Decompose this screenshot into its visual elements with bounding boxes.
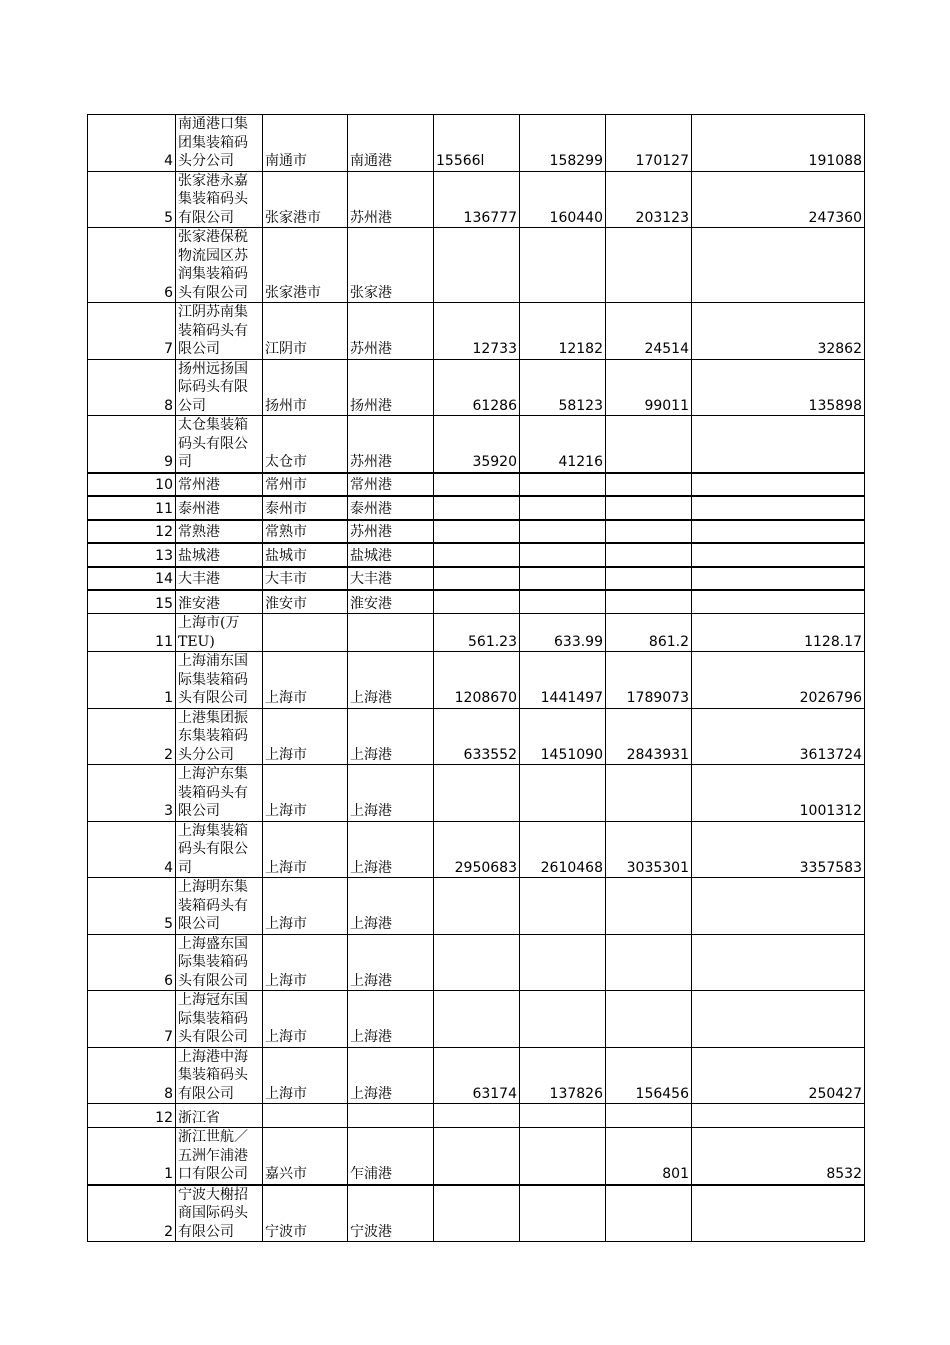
city-cell: 太仓市 [263,416,348,473]
value-year-1-cell: 136777 [434,171,520,228]
port-cell: 上海港 [348,821,434,878]
terminal-name-cell: 淮安港 [176,590,263,614]
port-cell: 乍浦港 [348,1128,434,1185]
value-year-1-cell [434,473,520,496]
value-year-3-cell [606,496,692,520]
value-year-2-cell [520,496,606,520]
terminal-name-cell: 上海明东集装箱码头有限公司 [176,878,263,935]
value-year-4-cell: 8532 [692,1128,865,1185]
value-year-3-cell [606,934,692,991]
city-cell: 泰州市 [263,496,348,520]
port-cell: 大丰港 [348,567,434,590]
city-cell: 上海市 [263,652,348,709]
value-year-3-cell: 24514 [606,303,692,360]
value-year-4-cell: 1128.17 [692,614,865,652]
value-year-3-cell: 861.2 [606,614,692,652]
value-year-3-cell [606,1185,692,1242]
table-row [88,878,865,935]
table-row [88,614,865,652]
value-year-2-cell: 1451090 [520,708,606,765]
terminal-name-cell: 浙江省 [176,1104,263,1128]
city-cell: 嘉兴市 [263,1128,348,1185]
value-year-3-cell: 1789073 [606,652,692,709]
value-year-2-cell [520,473,606,496]
table-row [88,1185,865,1242]
row-number-cell: 6 [88,934,176,991]
value-year-1-cell [434,765,520,822]
port-cell: 宁波港 [348,1185,434,1242]
value-year-3-cell [606,473,692,496]
city-cell: 上海市 [263,934,348,991]
city-cell: 江阴市 [263,303,348,360]
terminal-name-cell: 江阴苏南集装箱码头有限公司 [176,303,263,360]
value-year-2-cell [520,1104,606,1128]
table-body [88,115,865,1242]
value-year-4-cell: 2026796 [692,652,865,709]
value-year-3-cell [606,878,692,935]
value-year-1-cell: 35920 [434,416,520,473]
value-year-4-cell [692,567,865,590]
row-number-cell: 8 [88,1047,176,1104]
city-cell: 宁波市 [263,1185,348,1242]
table-row [88,652,865,709]
value-year-2-cell: 160440 [520,171,606,228]
value-year-4-cell: 247360 [692,171,865,228]
value-year-1-cell: 61286 [434,359,520,416]
value-year-3-cell [606,765,692,822]
city-cell: 盐城市 [263,543,348,567]
terminal-name-cell: 常州港 [176,473,263,496]
row-number-cell: 4 [88,115,176,172]
value-year-4-cell: 32862 [692,303,865,360]
value-year-4-cell: 1001312 [692,765,865,822]
row-number-cell: 1 [88,652,176,709]
city-cell: 扬州市 [263,359,348,416]
value-year-4-cell [692,991,865,1048]
row-number-cell: 11 [88,496,176,520]
table-row [88,765,865,822]
value-year-4-cell [692,520,865,543]
city-cell: 上海市 [263,765,348,822]
value-year-1-cell [434,878,520,935]
port-throughput-table [87,114,865,1242]
value-year-1-cell [434,496,520,520]
city-cell: 上海市 [263,878,348,935]
table-row [88,934,865,991]
value-year-2-cell: 12182 [520,303,606,360]
table-row [88,520,865,543]
port-cell: 苏州港 [348,520,434,543]
row-number-cell: 10 [88,473,176,496]
value-year-2-cell [520,1185,606,1242]
terminal-name-cell: 上海市(万TEU) [176,614,263,652]
table-row [88,496,865,520]
value-year-1-cell: 15566l [434,115,520,172]
value-year-4-cell [692,878,865,935]
value-year-3-cell [606,520,692,543]
port-cell [348,614,434,652]
value-year-1-cell: 12733 [434,303,520,360]
table-row [88,115,865,172]
row-number-cell: 13 [88,543,176,567]
terminal-name-cell: 上港集团振东集装箱码头分公司 [176,708,263,765]
port-cell: 张家港 [348,228,434,303]
terminal-name-cell: 上海沪东集装箱码头有限公司 [176,765,263,822]
value-year-2-cell: 41216 [520,416,606,473]
table-row [88,171,865,228]
port-cell: 南通港 [348,115,434,172]
city-cell [263,1104,348,1128]
row-number-cell: 7 [88,303,176,360]
row-number-cell: 15 [88,590,176,614]
city-cell [263,614,348,652]
port-cell: 苏州港 [348,416,434,473]
port-cell: 盐城港 [348,543,434,567]
value-year-2-cell: 2610468 [520,821,606,878]
terminal-name-cell: 太仓集装箱码头有限公司 [176,416,263,473]
value-year-1-cell: 633552 [434,708,520,765]
value-year-3-cell: 2843931 [606,708,692,765]
value-year-2-cell [520,567,606,590]
value-year-3-cell [606,590,692,614]
city-cell: 常熟市 [263,520,348,543]
city-cell: 南通市 [263,115,348,172]
row-number-cell: 1 [88,1128,176,1185]
port-cell: 上海港 [348,934,434,991]
port-cell: 淮安港 [348,590,434,614]
terminal-name-cell: 上海盛东国际集装箱码头有限公司 [176,934,263,991]
row-number-cell: 5 [88,171,176,228]
value-year-3-cell [606,543,692,567]
value-year-4-cell: 3613724 [692,708,865,765]
table-row [88,590,865,614]
city-cell: 大丰市 [263,567,348,590]
terminal-name-cell: 常熟港 [176,520,263,543]
table-row [88,567,865,590]
city-cell: 上海市 [263,1047,348,1104]
port-cell [348,1104,434,1128]
row-number-cell: 6 [88,228,176,303]
value-year-4-cell: 135898 [692,359,865,416]
value-year-3-cell: 170127 [606,115,692,172]
value-year-1-cell [434,1185,520,1242]
table-row [88,1047,865,1104]
city-cell: 张家港市 [263,171,348,228]
port-cell: 泰州港 [348,496,434,520]
terminal-name-cell: 上海浦东国际集装箱码头有限公司 [176,652,263,709]
terminal-name-cell: 泰州港 [176,496,263,520]
row-number-cell: 2 [88,708,176,765]
terminal-name-cell: 上海港中海集装箱码头有限公司 [176,1047,263,1104]
row-number-cell: 8 [88,359,176,416]
table-row [88,359,865,416]
table-row [88,821,865,878]
table-row [88,1104,865,1128]
value-year-2-cell: 633.99 [520,614,606,652]
table-row [88,228,865,303]
value-year-1-cell [434,934,520,991]
value-year-3-cell [606,1104,692,1128]
value-year-2-cell [520,1128,606,1185]
table-row [88,303,865,360]
row-number-cell: 2 [88,1185,176,1242]
value-year-4-cell [692,934,865,991]
row-number-cell: 11 [88,614,176,652]
value-year-1-cell [434,1104,520,1128]
value-year-4-cell: 250427 [692,1047,865,1104]
port-cell: 上海港 [348,708,434,765]
value-year-4-cell [692,1185,865,1242]
value-year-2-cell [520,590,606,614]
value-year-3-cell [606,991,692,1048]
value-year-2-cell: 1441497 [520,652,606,709]
port-cell: 上海港 [348,765,434,822]
value-year-4-cell [692,416,865,473]
value-year-2-cell [520,765,606,822]
value-year-1-cell [434,228,520,303]
port-cell: 上海港 [348,991,434,1048]
value-year-1-cell: 2950683 [434,821,520,878]
value-year-2-cell: 158299 [520,115,606,172]
value-year-2-cell [520,228,606,303]
terminal-name-cell: 上海冠东国际集装箱码头有限公司 [176,991,263,1048]
row-number-cell: 12 [88,1104,176,1128]
value-year-4-cell: 191088 [692,115,865,172]
city-cell: 上海市 [263,821,348,878]
value-year-4-cell [692,496,865,520]
value-year-4-cell [692,228,865,303]
terminal-name-cell: 大丰港 [176,567,263,590]
table-row [88,708,865,765]
table-row [88,543,865,567]
port-cell: 上海港 [348,1047,434,1104]
row-number-cell: 5 [88,878,176,935]
value-year-1-cell [434,590,520,614]
row-number-cell: 4 [88,821,176,878]
value-year-1-cell [434,543,520,567]
row-number-cell: 12 [88,520,176,543]
value-year-3-cell: 156456 [606,1047,692,1104]
value-year-3-cell [606,416,692,473]
table-row [88,473,865,496]
port-cell: 扬州港 [348,359,434,416]
value-year-3-cell [606,567,692,590]
terminal-name-cell: 宁波大榭招商国际码头有限公司 [176,1185,263,1242]
value-year-3-cell: 99011 [606,359,692,416]
table-row [88,991,865,1048]
value-year-3-cell [606,228,692,303]
terminal-name-cell: 扬州远扬国际码头有限公司 [176,359,263,416]
city-cell: 淮安市 [263,590,348,614]
table-row [88,1128,865,1185]
port-cell: 上海港 [348,878,434,935]
terminal-name-cell: 盐城港 [176,543,263,567]
value-year-2-cell [520,520,606,543]
value-year-1-cell: 1208670 [434,652,520,709]
value-year-1-cell: 561.23 [434,614,520,652]
value-year-3-cell: 203123 [606,171,692,228]
value-year-1-cell [434,991,520,1048]
port-cell: 苏州港 [348,171,434,228]
row-number-cell: 9 [88,416,176,473]
value-year-4-cell: 3357583 [692,821,865,878]
port-cell: 上海港 [348,652,434,709]
row-number-cell: 3 [88,765,176,822]
value-year-4-cell [692,543,865,567]
value-year-2-cell [520,991,606,1048]
value-year-1-cell: 63174 [434,1047,520,1104]
city-cell: 常州市 [263,473,348,496]
terminal-name-cell: 浙江世航／五洲乍浦港口有限公司 [176,1128,263,1185]
terminal-name-cell: 张家港永嘉集装箱码头有限公司 [176,171,263,228]
value-year-1-cell [434,520,520,543]
terminal-name-cell: 上海集装箱码头有限公司 [176,821,263,878]
table-row [88,416,865,473]
value-year-2-cell: 58123 [520,359,606,416]
value-year-2-cell [520,543,606,567]
value-year-1-cell [434,1128,520,1185]
value-year-3-cell: 3035301 [606,821,692,878]
value-year-2-cell: 137826 [520,1047,606,1104]
value-year-4-cell [692,473,865,496]
row-number-cell: 7 [88,991,176,1048]
value-year-1-cell [434,567,520,590]
value-year-2-cell [520,934,606,991]
port-cell: 苏州港 [348,303,434,360]
port-cell: 常州港 [348,473,434,496]
city-cell: 上海市 [263,708,348,765]
value-year-4-cell [692,1104,865,1128]
city-cell: 上海市 [263,991,348,1048]
row-number-cell: 14 [88,567,176,590]
terminal-name-cell: 南通港口集团集装箱码头分公司 [176,115,263,172]
value-year-4-cell [692,590,865,614]
city-cell: 张家港市 [263,228,348,303]
value-year-3-cell: 801 [606,1128,692,1185]
terminal-name-cell: 张家港保税物流园区苏润集装箱码头有限公司 [176,228,263,303]
value-year-2-cell [520,878,606,935]
